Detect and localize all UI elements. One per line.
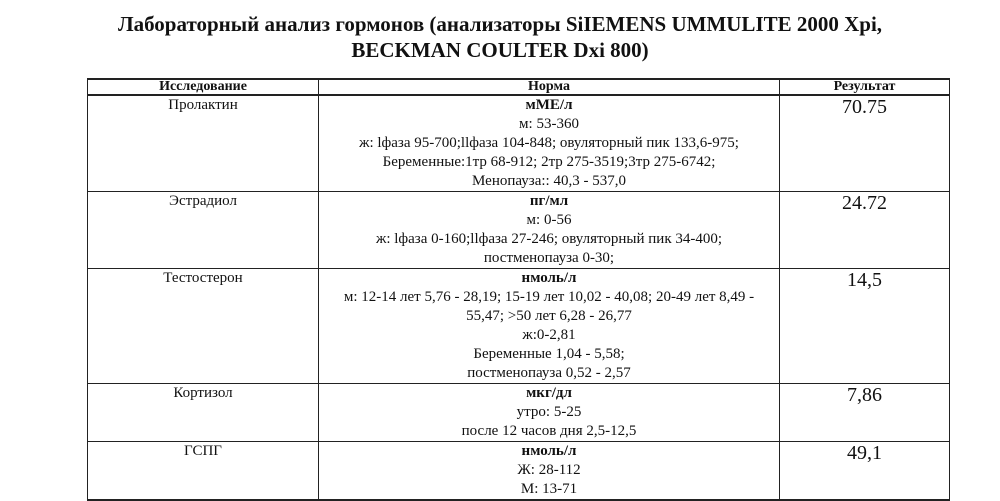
table-header-row (88, 79, 950, 95)
norm-line: постменопауза 0-30; (483, 250, 615, 266)
norm-cell (319, 384, 780, 442)
norm-line: Ж: 28-112 (517, 462, 581, 478)
header-test: Исследование (88, 79, 319, 95)
norm-line: Беременные:1тр 68-912; 2тр 275-3519;3тр 275-6742; (382, 154, 716, 170)
norm-line: ж:0-2,81 (522, 327, 576, 343)
norm-line: после 12 часов дня 2,5-12,5 (461, 423, 637, 439)
norm-line: ж: lфаза 95-700;llфаза 104-848; овуляторный пик 133,6-975; (359, 135, 739, 151)
norm-line: м: 53-360 (519, 116, 579, 132)
table-row-prolactin (88, 95, 950, 192)
result-value: 70.75 (780, 95, 950, 192)
table-row-cortisol (88, 384, 950, 442)
norm-line: 55,47; >50 лет 6,28 - 26,77 (466, 308, 632, 324)
test-name: Эстрадиол (88, 192, 319, 269)
norm-line: утро: 5-25 (516, 404, 582, 420)
hormone-results-table (87, 78, 950, 501)
table-row-estradiol (88, 192, 950, 269)
norm-line: ж: lфаза 0-160;llфаза 27-246; овуляторный пик 34-400; (375, 231, 723, 247)
norm-line: м: 12-14 лет 5,76 - 28,19; 15-19 лет 10,02 - 40,08; 20-49 лет 8,49 - (343, 289, 755, 305)
norm-line: М: 13-71 (520, 481, 578, 497)
norm-unit: мкг/дл (526, 385, 572, 401)
norm-cell (319, 192, 780, 269)
norm-unit: мМЕ/л (525, 97, 573, 113)
result-value: 14,5 (780, 269, 950, 384)
norm-line: м: 0-56 (526, 212, 572, 228)
result-value: 24.72 (780, 192, 950, 269)
test-name: Пролактин (88, 95, 319, 192)
norm-line: Беременные 1,04 - 5,58; (473, 346, 625, 362)
norm-cell (319, 269, 780, 384)
header-norm: Норма (319, 79, 780, 95)
page-title-line-2: BECKMAN COULTER Dxi 800) (351, 38, 649, 62)
test-name: ГСПГ (88, 442, 319, 501)
norm-line: Менопауза:: 40,3 - 537,0 (472, 173, 626, 189)
header-result: Результат (780, 79, 950, 95)
table-row-shbg (88, 442, 950, 501)
page-title-line-1: Лабораторный анализ гормонов (анализаторы SiIEMENS UMMULITE 2000 Xpi, (117, 12, 883, 36)
result-value: 49,1 (780, 442, 950, 501)
norm-line: постменопауза 0,52 - 2,57 (467, 365, 631, 381)
norm-unit: нмоль/л (521, 270, 577, 286)
test-name: Тестостерон (88, 269, 319, 384)
test-name: Кортизол (88, 384, 319, 442)
result-value: 7,86 (780, 384, 950, 442)
norm-unit: пг/мл (529, 193, 569, 209)
table-row-testosterone (88, 269, 950, 384)
page-title (0, 11, 1000, 63)
norm-cell (319, 442, 780, 501)
norm-unit: нмоль/л (521, 443, 577, 459)
norm-cell (319, 95, 780, 192)
